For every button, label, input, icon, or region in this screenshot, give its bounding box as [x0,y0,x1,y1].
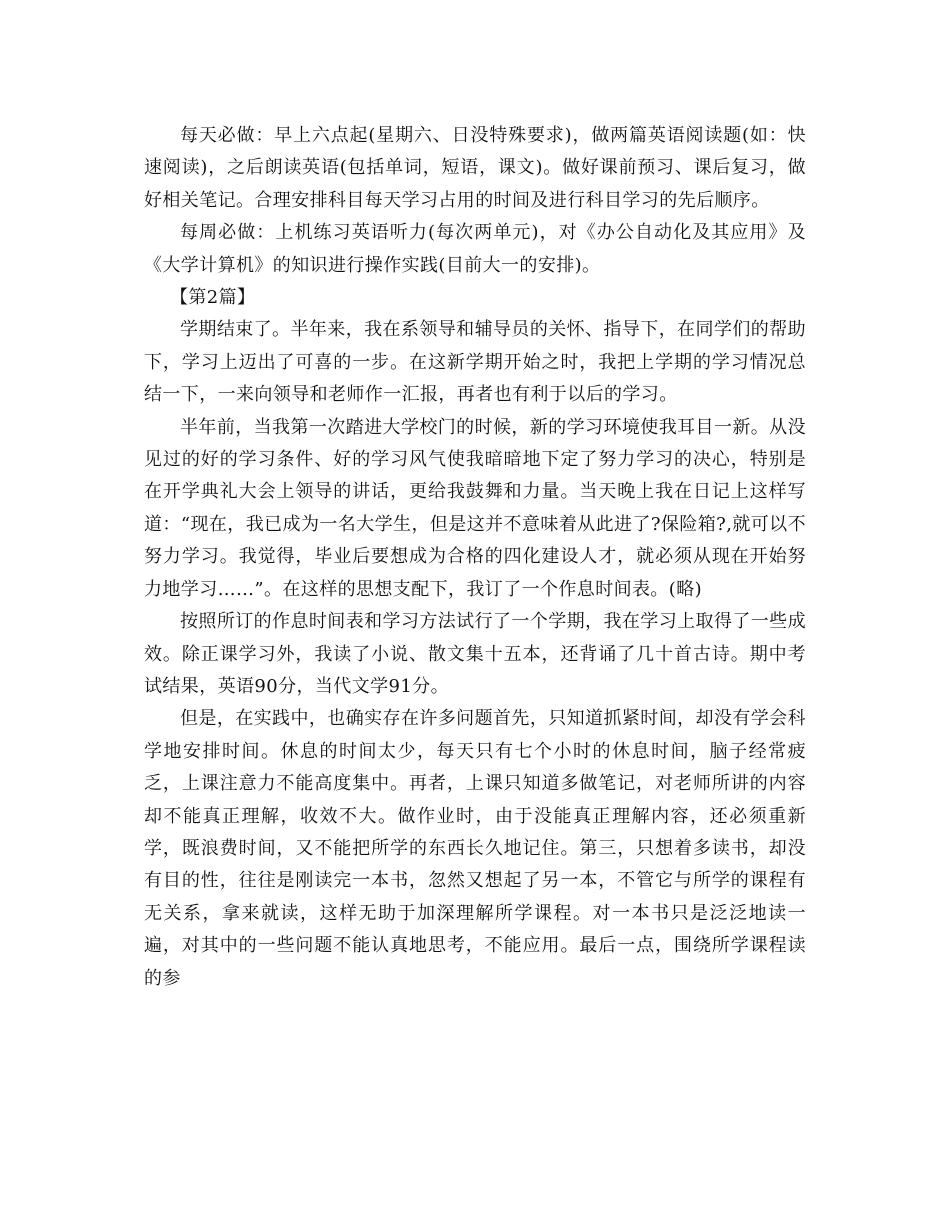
paragraph-half-year-ago: 半年前，当我第一次踏进大学校门的时候，新的学习环境使我耳目一新。从没见过的好的学习条件、好的学习风气使我暗暗地下定了努力学习的决心，特别是在开学典礼大会上领导的讲话，更给我鼓舞和力量。当天晚上我在日记上这样写道：“现在，我已成为一名大学生，但是这并不意味着从此进了?保险箱?,就可以不努力学习。我觉得，毕业后要想成为合格的四化建设人才，就必须从现在开始努力地学习……”。在这样的思想支配下，我订了一个作息时间表。(略) [144,416,806,600]
section-heading: 【第2篇】 [170,287,256,309]
paragraph-problems: 但是，在实践中，也确实存在许多问题首先，只知道抓紧时间，却没有学会科学地安排时间。休息的时间太少，每天只有七个小时的休息时间，脑子经常疲乏，上课注意力不能高度集中。再者，上课只知道多做笔记，对老师所讲的内容却不能真正理解，收效不大。做作业时，由于没能真正理解内容，还必须重新学，既浪费时间，又不能把所学的东西长久地记住。第三，只想着多读书，却没有目的性，往往是刚读完一本书，忽然又想起了另一本，不管它与所学的课程有无关系，拿来就读，这样无助于加深理解所学课程。对一本书只是泛泛地读一遍，对其中的一些问题不能认真地思考，不能应用。最后一点，围绕所学课程读的参 [144,708,806,989]
paragraph-results: 按照所订的作息时间表和学习方法试行了一个学期，我在学习上取得了一些成效。除正课学习外，我读了小说、散文集十五本，还背诵了几十首古诗。期中考试结果，英语90分，当代文学91分。 [144,611,806,697]
paragraph-weekly-tasks: 每周必做：上机练习英语听力(每次两单元)，对《办公自动化及其应用》及《大学计算机》的知识进行操作实践(目前大一的安排)。 [144,222,806,276]
paragraph-daily-tasks: 每天必做：早上六点起(星期六、日没特殊要求)，做两篇英语阅读题(如：快速阅读)，之后朗读英语(包括单词，短语，课文)。做好课前预习、课后复习，做好相关笔记。合理安排科目每天学习占用的时间及进行科目学习的先后顺序。 [144,125,806,211]
document-body [144,120,806,995]
paragraph-semester-end: 学期结束了。半年来，我在系领导和辅导员的关怀、指导下，在同学们的帮助下，学习上迈出了可喜的一步。在这新学期开始之时，我把上学期的学习情况总结一下，一来向领导和老师作一汇报，再者也有利于以后的学习。 [144,319,806,406]
